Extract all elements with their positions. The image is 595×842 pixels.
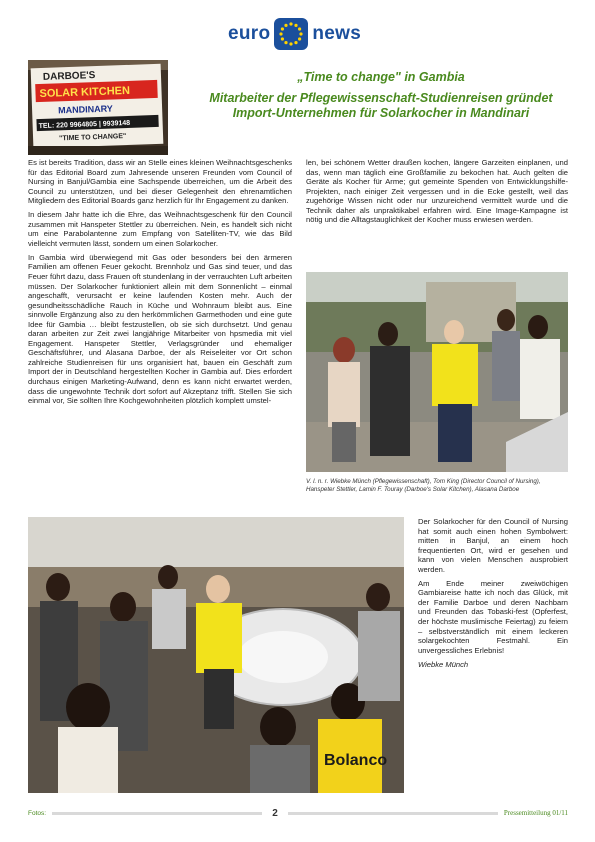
article-subhead: Mitarbeiter der Pflegewissenschaft-Studienreisen gründet Import-Unternehmen für Solarkocher in Mandinari: [209, 91, 553, 120]
masthead: [228, 18, 373, 50]
paragraph: Der Solarkocher für den Council of Nursing hat somit auch einen hohen Symbolwert: mitten in Banjul, an einem hoch frequentierten Ort, wird er gesehen und kann von vielen Menschen ausprobiert werden.: [418, 517, 568, 574]
photo-caption: V. l. n. r. Wiebke Münch (Pflegewissenschaft), Tom King (Director Council of Nursing), Hanspeter Stettler, Lamin F. Touray (Darboe's Solar Kitchen), Alasana Darboe: [306, 478, 541, 493]
sign-line-3: MANDINARY: [57, 103, 113, 116]
footer-publication: Pressemitteilung 01/11: [503, 809, 569, 817]
article-headline: „Time to change" in Gambia: [297, 70, 465, 84]
sign-line-1: DARBOE'S: [42, 70, 96, 83]
eu-stars-logo-icon: [274, 18, 308, 50]
solar-cooker-crowd-photo: [28, 517, 404, 793]
sign-line-4: TEL: 220 9964805 | 9939148: [38, 119, 131, 131]
paragraph: Am Ende meiner zweiwöchigen Gambiareise hatte ich noch das Glück, mit der Familie Darboe und deren Nachbarn und Freunden das Tobaski-fest (Opferfest, der höchste muslimische Feiertag) zu feiern – selbstverständlich mit einem leckeren solargekochten Festmahl. Ein unvergessliches Erlebnis!: [418, 578, 568, 655]
article-column-right: [306, 158, 568, 229]
group-photo: [306, 272, 568, 472]
paragraph: In diesem Jahr hatte ich die Ehre, das Weihnachtsgeschenk für den Council zusammen mit Hanspeter Stettler zu überreichen. Nein, es handelt sich nicht um eine Parabolantenne zum Empfang von Satelliten-TV, wie das Bild vielleicht vermuten lässt, sondern um einen Solarkocher.: [28, 210, 292, 248]
solar-kitchen-sign-photo: [28, 60, 168, 155]
paragraph: len, bei schönem Wetter draußen kochen, längere Garzeiten einplanen, und das, wenn man täglich eine Großfamilie zu bekochen hat. Auch gelten die Geräte als Kocher für Arme; gut gemeinte Spenden von Entwicklungshilfe-Projekten, nach einiger Zeit vergessen und in die Ecke gestellt, weil das zugehörige Wissen nicht oder nur unzureichend vermittelt wurde und die Technik daher als unpraktikabel erfahren wird. Eine Image-Kampagne ist nötig und die Alltagstauglichkeit der Kocher muss erwiesen werden.: [306, 158, 568, 225]
article-column-right-lower: [418, 517, 568, 674]
sign-line-2: SOLAR KITCHEN: [39, 84, 131, 101]
footer-divider: [288, 812, 498, 815]
paragraph: Es ist bereits Tradition, dass wir an Stelle eines kleinen Weihnachtsgeschenks für das Editorial Board zum Jahresende unseren Freunden vom Council of Nursing in Banjul/Gambia eine Sachspende überreichen, um die Arbeit des Council zu unterstützen, und bei dieser Gelegenheit den ehrenamtlichen Mitgliedern des Editorial Boards ganz herzlich für Ihr Engagement zu danken.: [28, 158, 292, 206]
paragraph: In Gambia wird überwiegend mit Gas oder besonders bei den ärmeren Familien am offenen Feuer gekocht. Brennholz und Gas sind teuer, und das Feuer führt dazu, dass Frauen oft stundenlang in der verrauchten Luft arbeiten müssen. Der Solarkocher funktioniert allein mit dem Sonnenlicht – einmal angeschafft, verursacht er keine laufenden Kosten mehr. Auch der gesundheitsschädliche Rauch in Küche und Wohnraum bleibt aus. Eine sinnvolle Ergänzung also zu den herkömmlichen Garmethoden und eine gute Idee für Gambia … bleibt festzustellen, ob sie sich durchsetzt. Und genau daran arbeiten zur Zeit zwei langjährige Mitarbeiter von hpsmedia mit viel Engagement. Hanspeter Stettler, Verlagsgründer und ehemaliger Geschäftsführer, und Alasana Darboe, der als Reiseleiter vor Ort schon zahlreiche Studienreisen für uns organisiert hat, bauen ein Geschäft zum Import der in Deutschland hergestellten Kocher in Gambia auf. Dies erfordert durchaus einigen Marketing-Aufwand, denn es kann nicht erwartet werden, dass die ungewohnte Technik dort sofort auf Akzeptanz trifft. Stellen Sie sich einmal vor, Sie sollten Ihre Kochgewohnheiten plötzlich komplett umstel-: [28, 252, 292, 406]
sign-line-5: "TIME TO CHANGE": [59, 133, 127, 143]
page-number: 2: [272, 807, 278, 819]
masthead-news: news: [312, 23, 362, 44]
masthead-euro: euro: [228, 23, 271, 44]
page-footer: [28, 806, 568, 820]
article-column-left: [28, 158, 292, 410]
footer-photo-credit: Fotos:: [28, 809, 47, 817]
footer-divider: [52, 812, 262, 815]
shirt-print: Bolanco: [324, 752, 388, 769]
article-author: Wiebke Münch: [418, 659, 469, 669]
